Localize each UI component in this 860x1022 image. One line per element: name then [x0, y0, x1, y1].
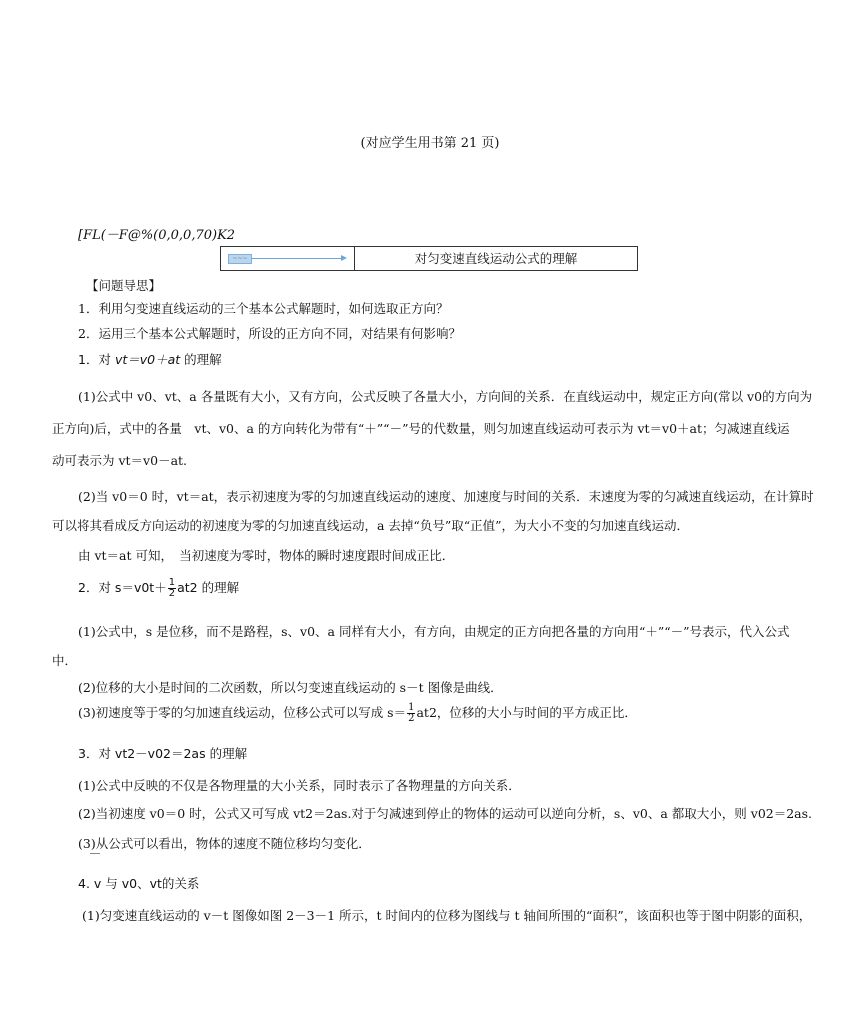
banner-mark-icon: ~~~	[228, 254, 252, 264]
section-2-heading-tail: at2 的理解	[177, 580, 240, 595]
fraction-denominator-2: 2	[408, 713, 415, 724]
section-1-para-2-line-1: (2)当 v0＝0 时，vt＝at，表示初速度为零的匀加速直线运动的速度、加速度与时间的关系．末速度为零的匀减速直线运动，在计算时	[78, 489, 814, 504]
fraction-denominator: 2	[168, 588, 176, 599]
page-reference: (对应学生用书第 21 页)	[360, 136, 500, 151]
section-4-para-1: (1)匀变速直线运动的 v－t 图像如图 2－3－1 所示，t 时间内的位移为图线与 t 轴间所围的“面积”，该面积也等于图中阴影的面积，	[82, 908, 812, 923]
section-2-para-3	[78, 703, 637, 724]
fraction-numerator: 1	[168, 577, 176, 588]
section-3-para-2: (2)当初速度 v0＝0 时，公式又可写成 vt2＝2as.对于匀减速到停止的物体的运动可以逆向分析，s、v0、a 都取大小，则 v02＝2as.	[78, 806, 813, 821]
section-1-para-1-line-2: 正方向)后，式中的各量 vt、v0、a 的方向转化为带有“＋”“－”号的代数量，则匀加速直线运动可表示为 vt＝v0＋at；匀减速直线运	[52, 421, 790, 436]
section-3-heading: 3．对 vt2－v02＝2as 的理解	[78, 746, 248, 761]
section-2-para-3-pre: (3)初速度等于零的匀加速直线运动，位移公式可以写成 s＝	[78, 705, 407, 720]
section-2-para-3-post: at2，位移的大小与时间的平方成正比．	[416, 705, 637, 720]
section-2-para-2: (2)位移的大小是时间的二次函数，所以匀变速直线运动的 s－t 图像是曲线．	[78, 680, 503, 695]
section-title: 对匀变速直线运动公式的理解	[414, 251, 578, 266]
section-3-para-1: (1)公式中反映的不仅是各物理量的大小关系，同时表示了各物理量的方向关系．	[78, 778, 521, 793]
section-1-para-2-line-2: 可以将其看成反方向运动的初速度为零的匀加速直线运动，a 去掉“负号”取“正值”，为大小不变的匀加速直线运动．	[52, 518, 689, 533]
section-4-heading: 4. v 与 v0、vt的关系	[78, 876, 200, 891]
arrow-right-icon	[341, 255, 347, 261]
guide-question-2: 2．运用三个基本公式解题时，所设的正方向不同，对结果有何影响？	[78, 326, 461, 341]
banner-line	[251, 258, 343, 259]
section-2-para-1-line-2: 中．	[52, 653, 78, 668]
section-1-heading-pre: 1．对	[78, 352, 115, 367]
fraction-half-2	[407, 703, 415, 724]
fraction-half	[168, 578, 176, 599]
banner-decoration	[221, 247, 355, 270]
section-2-para-1-line-1: (1)公式中，s 是位移，而不是路程，s、v0、a 同样有大小，有方向，由规定的正方向把各量的方向用“＋”“－”号表示，代入公式	[78, 624, 790, 639]
section-1-heading-formula: vt＝v0＋at	[114, 352, 181, 367]
layout-code: [FL(－F@%(0,0,0,70)K2	[78, 228, 236, 243]
section-1-para-3: 由 vt＝at 可知， 当初速度为零时，物体的瞬时速度跟时间成正比．	[78, 548, 455, 563]
guide-question-1: 1．利用匀变速直线运动的三个基本公式解题时，如何选取正方向？	[78, 301, 449, 316]
fraction-numerator-2: 1	[408, 702, 415, 713]
section-3-para-3: (3)从公式可以看出，物体的速度不随位移均匀变化．	[78, 836, 371, 851]
section-1-para-1-line-1: (1)公式中 v0、vt、a 各量既有大小，又有方向，公式反映了各量大小，方向间的关系．在直线运动中，规定正方向(常以 v0的方向为	[78, 389, 813, 404]
section-banner	[220, 246, 638, 271]
section-1-heading-post: 的理解	[180, 352, 222, 367]
overline-mark	[90, 853, 100, 854]
section-2-heading	[78, 578, 239, 599]
section-2-heading-pre: 2．对 s＝v0t＋	[78, 580, 167, 595]
guide-label: 【问题导思】	[86, 278, 162, 293]
section-1-heading	[78, 350, 222, 368]
section-1-para-1-line-3: 动可表示为 vt＝v0－at.	[52, 453, 188, 468]
